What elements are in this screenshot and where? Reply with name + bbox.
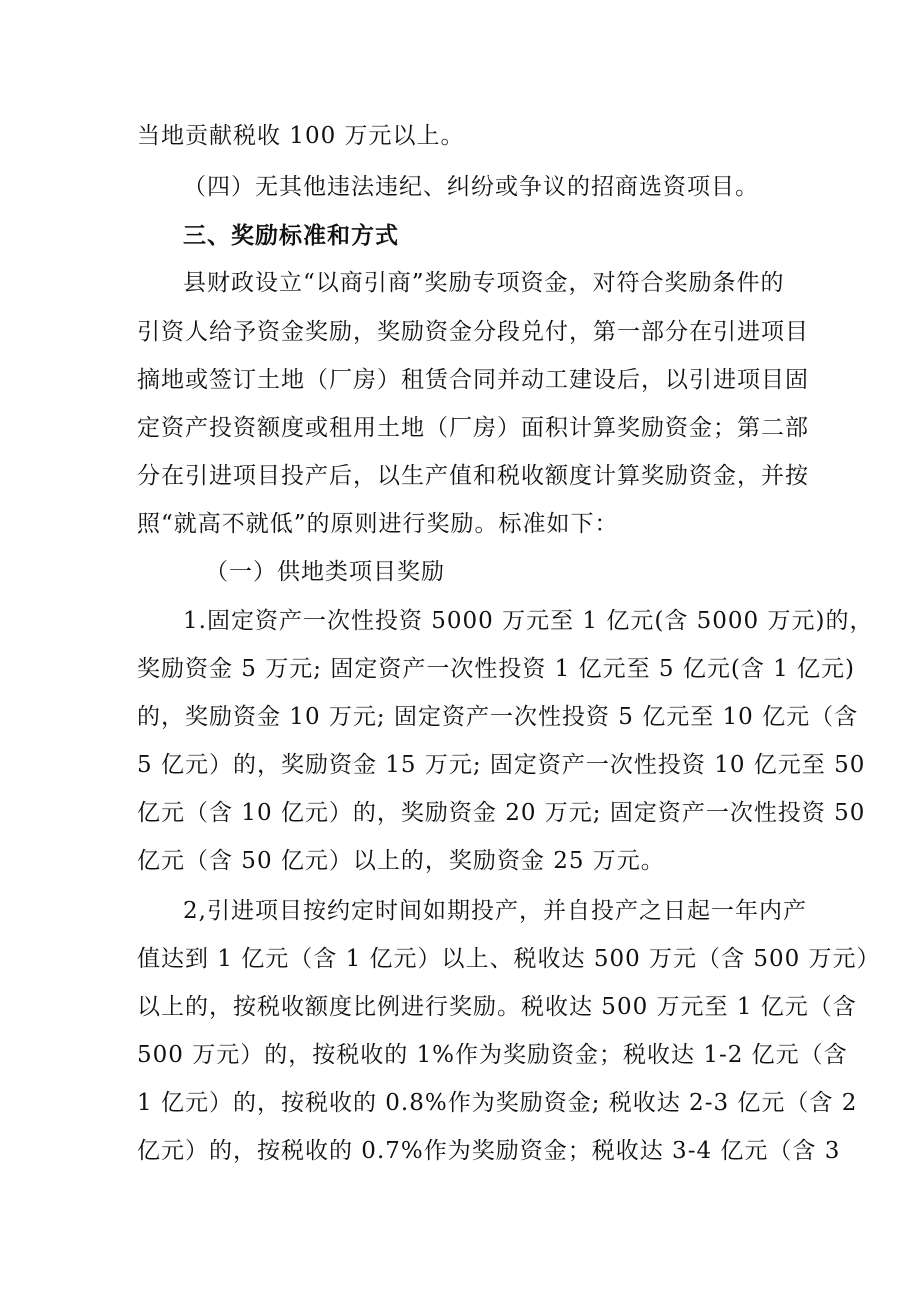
body-text-line: 定资产投资额度或租用土地（厂房）面积计算奖励资金；第二部 — [137, 415, 809, 441]
body-text-line: 分在引进项目投产后，以生产值和税收额度计算奖励资金，并按 — [137, 463, 809, 489]
body-text-line: 亿元（含 10 亿元）的，奖励资金 20 万元; 固定资产一次性投资 50 — [137, 800, 866, 826]
body-text-line: 值达到 1 亿元（含 1 亿元）以上、税收达 500 万元（含 500 万元） — [137, 946, 881, 972]
body-text-line: 500 万元）的，按税收的 1%作为奖励资金；税收达 1-2 亿元（含 — [137, 1042, 848, 1068]
body-text-line: 2,引进项目按约定时间如期投产，并自投产之日起一年内产 — [183, 898, 807, 924]
body-text-line: 县财政设立“以商引商”奖励专项资金，对符合奖励条件的 — [183, 270, 785, 296]
body-text-line: 的，奖励资金 10 万元; 固定资产一次性投资 5 亿元至 10 亿元（含 — [137, 704, 859, 730]
section-heading: 三、奖励标准和方式 — [183, 222, 399, 249]
body-text-line: 引资人给予资金奖励，奖励资金分段兑付，第一部分在引进项目 — [137, 319, 809, 345]
body-text-line: 5 亿元）的，奖励资金 15 万元; 固定资产一次性投资 10 亿元至 50 — [137, 752, 866, 778]
body-text-line: 以上的，按税收额度比例进行奖励。税收达 500 万元至 1 亿元（含 — [137, 994, 857, 1020]
body-text-line: 奖励资金 5 万元; 固定资产一次性投资 1 亿元至 5 亿元(含 1 亿元) — [137, 656, 856, 682]
body-text-line: 当地贡献税收 100 万元以上。 — [137, 123, 465, 149]
body-text-line: 照“就高不就低”的原则进行奖励。标准如下： — [137, 511, 619, 537]
body-text-line: 1 亿元）的，按税收的 0.8%作为奖励资金; 税收达 2-3 亿元（含 2 — [137, 1090, 858, 1116]
body-text-line: 亿元（含 50 亿元）以上的，奖励资金 25 万元。 — [137, 848, 665, 874]
subsection-heading: （一）供地类项目奖励 — [205, 559, 445, 585]
body-text-line: 1.固定资产一次性投资 5000 万元至 1 亿元(含 5000 万元)的， — [183, 608, 874, 634]
body-text-line: 亿元）的，按税收的 0.7%作为奖励资金；税收达 3-4 亿元（含 3 — [137, 1138, 841, 1164]
list-item-4: （四）无其他违法违纪、纠纷或争议的招商选资项目。 — [183, 174, 759, 200]
body-text-line: 摘地或签订土地（厂房）租赁合同并动工建设后，以引进项目固 — [137, 367, 809, 393]
